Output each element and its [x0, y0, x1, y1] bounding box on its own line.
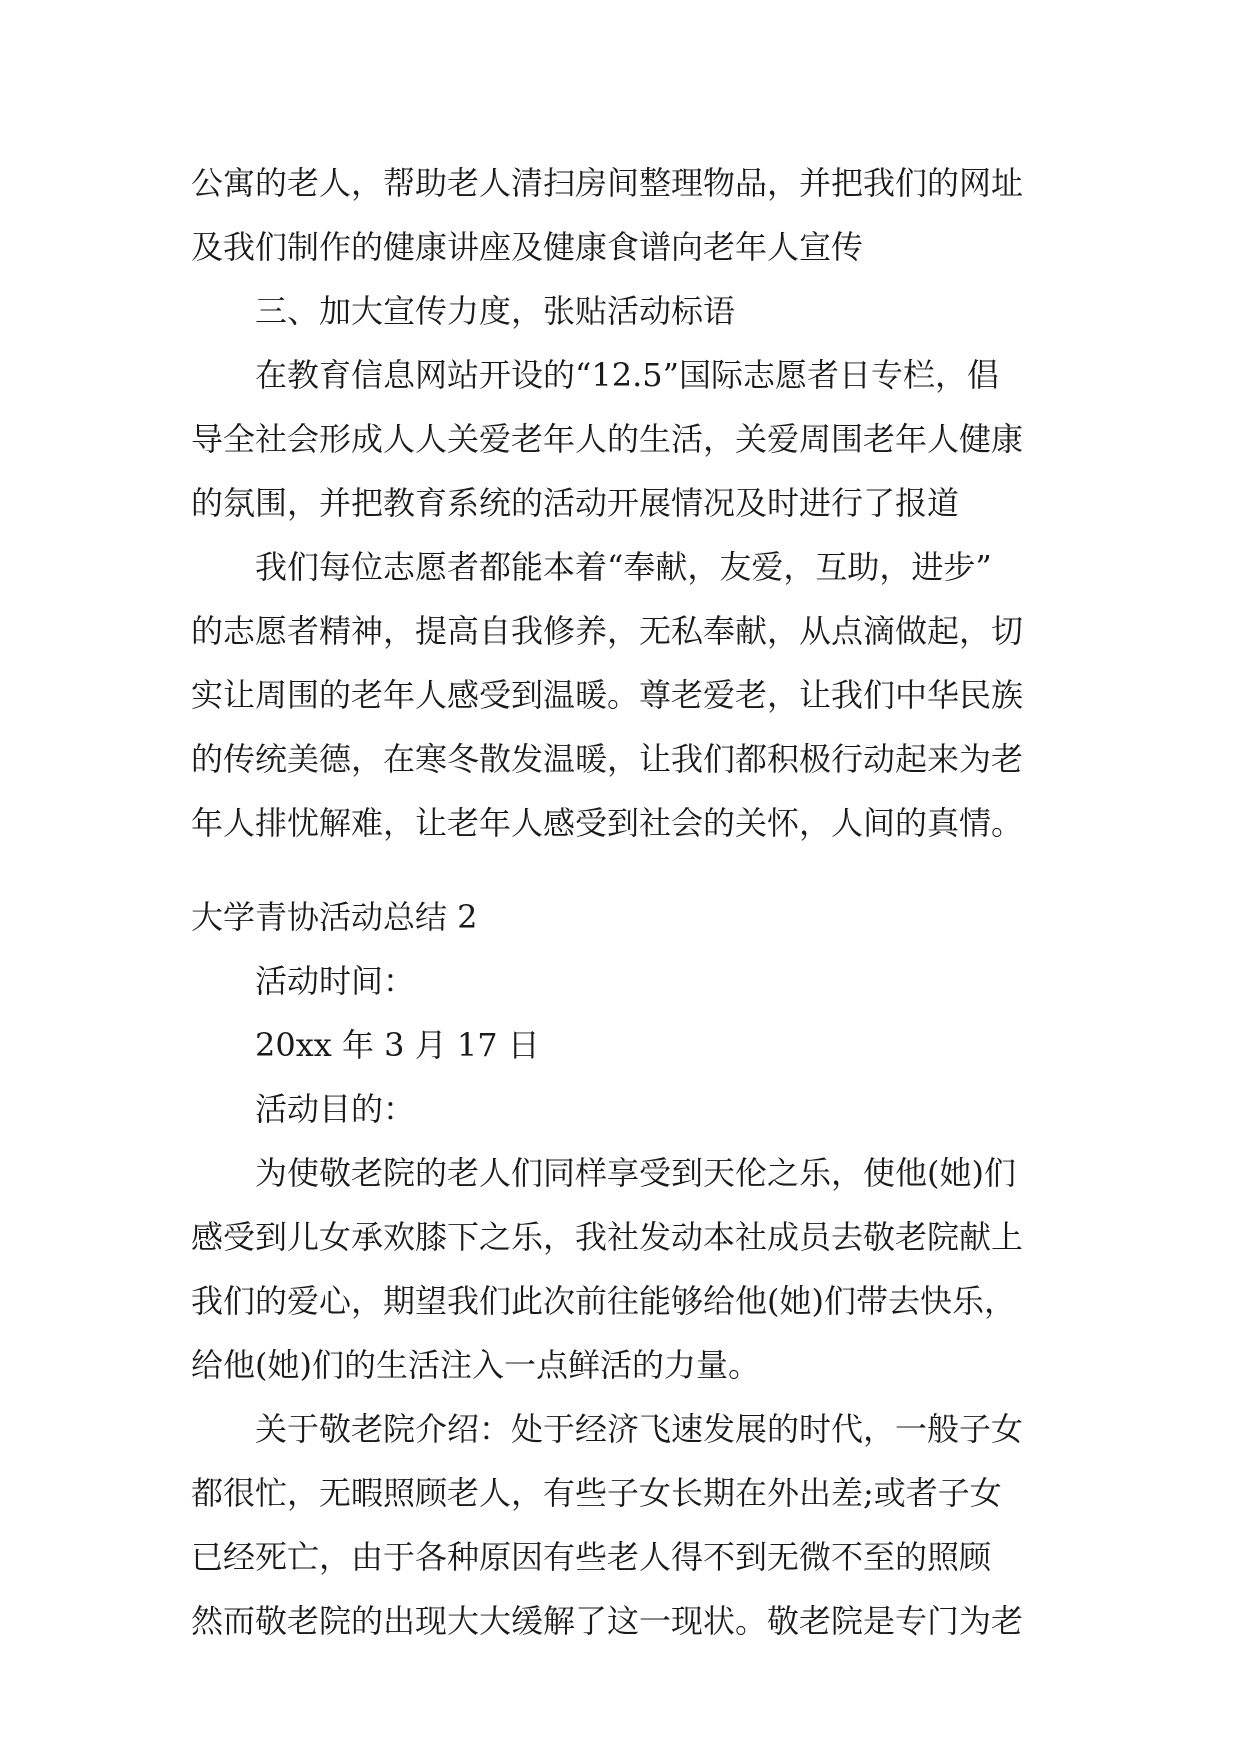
text-line: 导全社会形成人人关爱老年人的生活，关爱周围老年人健康 [191, 420, 1024, 458]
section-spacer [191, 855, 1051, 885]
document-body [191, 151, 1051, 1653]
text-line: 公寓的老人，帮助老人清扫房间整理物品，并把我们的网址 [191, 164, 1024, 202]
text-line: 的传统美德，在寒冬散发温暖，让我们都积极行动起来为老 [191, 740, 1024, 778]
text-line: 给他(她)们的生活注入一点鲜活的力量。 [191, 1346, 760, 1384]
text-line: 都很忙，无暇照顾老人，有些子女长期在外出差;或者子女 [191, 1474, 1002, 1512]
text-line: 及我们制作的健康讲座及健康食谱向老年人宣传 [191, 228, 864, 266]
text-line: 然而敬老院的出现大大缓解了这一现状。敬老院是专门为老 [191, 1602, 1024, 1640]
text-line: 实让周围的老年人感受到温暖。尊老爱老，让我们中华民族 [191, 676, 1024, 714]
time-value: 20xx 年 3 月 17 日 [255, 1026, 540, 1064]
text-line: 已经死亡，由于各种原因有些老人得不到无微不至的照顾 [191, 1538, 992, 1576]
text-line: 为使敬老院的老人们同样享受到天伦之乐，使他(她)们 [255, 1154, 1016, 1192]
purpose-label: 活动目的： [255, 1090, 416, 1128]
section-title: 大学青协活动总结 2 [191, 898, 478, 936]
text-line: 年人排忧解难，让老年人感受到社会的关怀，人间的真情。 [191, 804, 1024, 842]
text-line: 感受到儿女承欢膝下之乐，我社发动本社成员去敬老院献上 [191, 1218, 1024, 1256]
text-line: 的氛围，并把教育系统的活动开展情况及时进行了报道 [191, 484, 960, 522]
text-line: 我们每位志愿者都能本着“奉献，友爱，互助，进步” [255, 548, 992, 586]
item-heading: 三、加大宣传力度，张贴活动标语 [255, 292, 736, 330]
text-line: 关于敬老院介绍：处于经济飞速发展的时代，一般子女 [255, 1410, 1024, 1448]
text-line: 的志愿者精神，提高自我修养，无私奉献，从点滴做起，切 [191, 612, 1024, 650]
text-line: 我们的爱心，期望我们此次前往能够给他(她)们带去快乐， [191, 1282, 1016, 1320]
time-label: 活动时间： [255, 962, 416, 1000]
text-line: 在教育信息网站开设的“12.5”国际志愿者日专栏，倡 [255, 356, 999, 394]
